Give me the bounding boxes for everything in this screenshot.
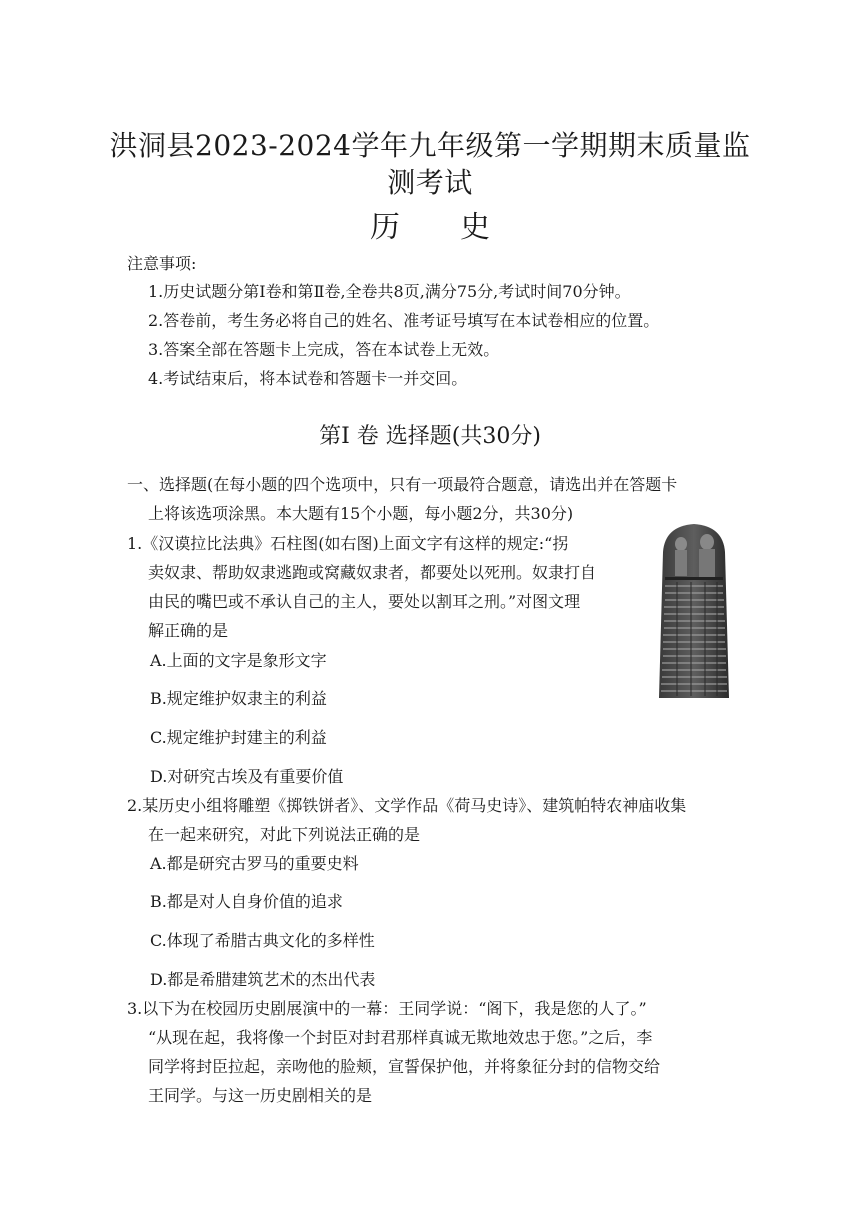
question-3-stem: 3.以下为在校园历史剧展演中的一幕：王同学说：“阁下，我是您的人了。” [127,999,647,1018]
notice-item: 2.答卷前，考生务必将自己的姓名、准考证号填写在本试卷相应的位置。 [148,311,660,330]
notice-item: 4.考试结束后，将本试卷和答题卡一并交回。 [148,369,468,388]
question-2-stem: 2.某历史小组将雕塑《掷铁饼者》、文学作品《荷马史诗》、建筑帕特农神庙收集 [127,796,687,815]
part1-title: 第Ⅰ 卷 选择题(共30分) [319,424,541,449]
question-3-stem: “从现在起，我将像一个封臣对封君那样真诚无欺地效忠于您。”之后，李 [148,1028,653,1047]
question-1-stem: 1.《汉谟拉比法典》石柱图(如右图)上面文字有这样的规定:“拐 [127,534,569,553]
question-3-stem: 同学将封臣拉起，亲吻他的脸颊，宣誓保护他，并将象征分封的信物交给 [148,1057,661,1076]
question-1-option-b: B.规定维护奴隶主的利益 [150,689,327,708]
exam-title-line2: 测考试 [387,166,473,199]
question-2-option-c: C.体现了希腊古典文化的多样性 [150,931,375,950]
question-1-option-c: C.规定维护封建主的利益 [150,728,327,747]
question-1-stem: 由民的嘴巴或不承认自己的主人，要处以割耳之刑。”对图文理 [148,592,581,611]
question-2-option-d: D.都是希腊建筑艺术的杰出代表 [150,970,376,989]
question-2-option-b: B.都是对人自身价值的追求 [150,892,343,911]
notice-heading: 注意事项: [127,254,197,273]
part1-instructions: 一、选择题(在每小题的四个选项中，只有一项最符合题意，请选出并在答题卡 [127,475,678,494]
question-1-option-d: D.对研究古埃及有重要价值 [150,767,344,786]
notice-item: 1.历史试题分第Ⅰ卷和第Ⅱ卷,全卷共8页,满分75分,考试时间70分钟。 [148,282,631,301]
hammurabi-stele-image [657,522,731,700]
exam-title-line1: 洪洞县2023-2024学年九年级第一学期期末质量监 [109,129,751,162]
subject-title: 历 史 [370,210,490,245]
notice-item: 3.答案全部在答题卡上完成，答在本试卷上无效。 [148,340,500,359]
part1-instructions: 上将该选项涂黑。本大题有15个小题，每小题2分，共30分) [148,504,574,523]
question-1-option-a: A.上面的文字是象形文字 [150,651,327,670]
question-1-stem: 解正确的是 [148,621,229,640]
question-3-stem: 王同学。与这一历史剧相关的是 [148,1086,373,1105]
question-1-stem: 卖奴隶、帮助奴隶逃跑或窝藏奴隶者，都要处以死刑。奴隶打自 [148,563,597,582]
question-2-option-a: A.都是研究古罗马的重要史料 [150,854,359,873]
question-2-stem: 在一起来研究，对此下列说法正确的是 [148,825,421,844]
